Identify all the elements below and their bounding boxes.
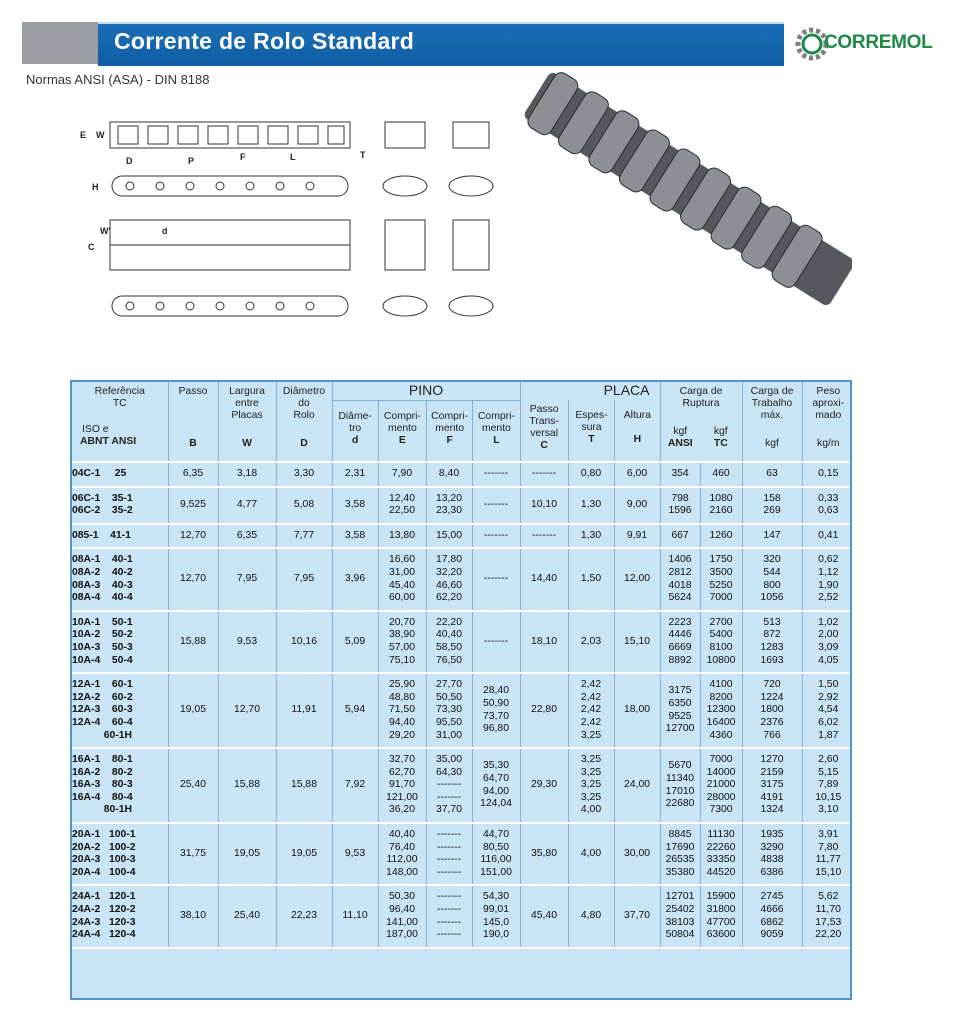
cell-l: ------- [472, 548, 520, 610]
cell-ansi: 667 [660, 524, 700, 549]
reference-cell: 24A-1 120-1 24A-2 120-2 24A-3 120-3 24A-4 120-4 [72, 885, 168, 947]
cell-d: 3,58 [332, 487, 378, 524]
cell-peso: 0,15 [802, 462, 852, 487]
cell-h: 9,91 [614, 524, 660, 549]
cell-d: 9,53 [332, 823, 378, 885]
col-group-placa: PLACA Passo Trans- versal C Espes- sura T Altura H [520, 382, 660, 462]
cell-peso: 0,33 0,63 [802, 487, 852, 524]
cell-d: 3,58 [332, 524, 378, 549]
cell-c: ------- [520, 462, 568, 487]
dim-label-e: E [80, 130, 87, 140]
reference-cell: 16A-1 80-1 16A-2 80-2 16A-3 80-3 16A-4 80-4 80-1H [72, 748, 168, 823]
cell-t: 1,50 [568, 548, 614, 610]
cell-dd: 11,91 [276, 673, 332, 748]
chain-technical-drawing [70, 110, 510, 340]
cell-l: 35,30 64,70 94,00 124,04 [472, 748, 520, 823]
cell-w: 6,35 [218, 524, 276, 549]
cell-dd: 19,05 [276, 823, 332, 885]
cell-l: ------- [472, 524, 520, 549]
cell-f: ------- ------- ------- ------- [426, 885, 472, 947]
cell-tc: 15900 31800 47700 63600 [700, 885, 742, 947]
cell-trab: 320 544 800 1056 [742, 548, 802, 610]
cell-ansi: 354 [660, 462, 700, 487]
cell-t: 3,25 3,25 3,25 3,25 4,00 [568, 748, 614, 823]
cell-trab: 1270 2159 3175 4191 1324 [742, 748, 802, 823]
cell-peso: 2,60 5,15 7,89 10,15 3,10 [802, 748, 852, 823]
cell-peso: 1,50 2,92 4,54 6,02 1,87 [802, 673, 852, 748]
cell-ansi: 2223 4446 6669 8892 [660, 611, 700, 673]
cell-f: 17,80 32,20 46,60 62,20 [426, 548, 472, 610]
cell-c: 22,80 [520, 673, 568, 748]
cell-trab: 147 [742, 524, 802, 549]
cell-tc: 2700 5400 8100 10800 [700, 611, 742, 673]
cell-e: 20,70 38,90 57,00 75,10 [378, 611, 426, 673]
cell-t: 4,00 [568, 823, 614, 885]
reference-cell: 085-1 41-1 [72, 524, 168, 549]
cell-c: 18,10 [520, 611, 568, 673]
cell-f: 35,00 64,30 ------- ------- 37,70 [426, 748, 472, 823]
cell-tc: 1080 2160 [700, 487, 742, 524]
cell-c: ------- [520, 524, 568, 549]
cell-b: 6,35 [168, 462, 218, 487]
cell-dd: 3,30 [276, 462, 332, 487]
cell-d: 2,31 [332, 462, 378, 487]
cell-trab: 158 269 [742, 487, 802, 524]
cell-c: 29,30 [520, 748, 568, 823]
cell-e: 50,30 96,40 141,00 187,00 [378, 885, 426, 947]
cell-d: 5,09 [332, 611, 378, 673]
cell-dd: 10,16 [276, 611, 332, 673]
cell-e: 40,40 76,40 112,00 148,00 [378, 823, 426, 885]
cell-l: 54,30 99,01 145,0 190,0 [472, 885, 520, 947]
cell-w: 4,77 [218, 487, 276, 524]
table-row [72, 673, 852, 748]
cell-dd: 22,23 [276, 885, 332, 947]
page-title: Corrente de Rolo Standard [114, 28, 415, 54]
cell-b: 31,75 [168, 823, 218, 885]
cell-l: ------- [472, 611, 520, 673]
header-grey-block [22, 22, 98, 64]
cell-f: 15,00 [426, 524, 472, 549]
cell-peso: 5,62 11,70 17,53 22,20 [802, 885, 852, 947]
dim-label-w-prime: W' [100, 226, 111, 236]
cell-tc: 7000 14000 21000 28000 7300 [700, 748, 742, 823]
cell-trab: 1935 3290 4838 6386 [742, 823, 802, 885]
dim-label-l: L [290, 152, 296, 162]
cell-b: 38,10 [168, 885, 218, 947]
cell-b: 25,40 [168, 748, 218, 823]
col-peso: Peso aproxi- mado kg/m [812, 386, 845, 449]
cell-t: 2,42 2,42 2,42 2,42 3,25 [568, 673, 614, 748]
cell-l: ------- [472, 487, 520, 524]
reference-cell: 12A-1 60-1 12A-2 60-2 12A-3 60-3 12A-4 60-4 60-1H [72, 673, 168, 748]
cell-f: 22,20 40,40 58,50 76,50 [426, 611, 472, 673]
table-row [72, 823, 852, 885]
table-row [72, 611, 852, 673]
cell-h: 9,00 [614, 487, 660, 524]
cell-b: 12,70 [168, 524, 218, 549]
cell-e: 25,90 48,80 71,50 94,40 29,20 [378, 673, 426, 748]
table-row [72, 548, 852, 610]
cell-w: 7,95 [218, 548, 276, 610]
chain-spec-table [70, 380, 852, 1000]
cell-b: 12,70 [168, 548, 218, 610]
cell-d: 11,10 [332, 885, 378, 947]
cell-h: 37,70 [614, 885, 660, 947]
cell-d: 7,92 [332, 748, 378, 823]
cell-b: 9,525 [168, 487, 218, 524]
dim-label-d: D [126, 156, 133, 166]
dim-label-f: F [240, 152, 246, 162]
cell-h: 15,10 [614, 611, 660, 673]
cell-t: 2,03 [568, 611, 614, 673]
cell-t: 4,80 [568, 885, 614, 947]
cell-l: 28,40 50,90 73,70 96,80 [472, 673, 520, 748]
col-passo: Passo B [168, 382, 218, 462]
cell-dd: 5,08 [276, 487, 332, 524]
cell-l: ------- [472, 462, 520, 487]
table-row [72, 748, 852, 823]
table-row [72, 487, 852, 524]
cell-l: 44,70 80,50 116,00 151,00 [472, 823, 520, 885]
table-row [72, 524, 852, 549]
reference-cell: 08A-1 40-1 08A-2 40-2 08A-3 40-3 08A-4 40-4 [72, 548, 168, 610]
cell-w: 19,05 [218, 823, 276, 885]
cell-f: 27,70 50,50 73,30 95,50 31,00 [426, 673, 472, 748]
cell-f: 8,40 [426, 462, 472, 487]
reference-cell: 04C-1 25 [72, 462, 168, 487]
cell-w: 15,88 [218, 748, 276, 823]
dim-label-w: W [96, 130, 105, 140]
cell-f: ------- ------- ------- ------- [426, 823, 472, 885]
norms-text: Normas ANSI (ASA) - DIN 8188 [26, 72, 210, 87]
table-row [72, 885, 852, 947]
cell-ansi: 3175 6350 9525 12700 [660, 673, 700, 748]
cell-h: 6,00 [614, 462, 660, 487]
dim-label-c: C [88, 242, 95, 252]
chain-photo [512, 62, 852, 307]
col-largura: Largura entre Placas W [218, 382, 276, 462]
cell-e: 7,90 [378, 462, 426, 487]
col-group-carga-ruptura: Carga de Ruptura kgf ANSI kgf TC [660, 382, 742, 462]
dim-label-d-small: d [162, 226, 168, 236]
col-referencia: Referência TC ISO e ABNT ANSI [72, 382, 168, 462]
cell-f: 13,20 23,30 [426, 487, 472, 524]
cell-ansi: 12701 25402 38103 50804 [660, 885, 700, 947]
cell-peso: 1,02 2,00 3,09 4,05 [802, 611, 852, 673]
cell-peso: 3,91 7,80 11,77 15,10 [802, 823, 852, 885]
cell-c: 14,40 [520, 548, 568, 610]
cell-c: 35,80 [520, 823, 568, 885]
cell-t: 0,80 [568, 462, 614, 487]
cell-h: 12,00 [614, 548, 660, 610]
cell-ansi: 1406 2812 4018 5624 [660, 548, 700, 610]
reference-cell: 10A-1 50-1 10A-2 50-2 10A-3 50-3 10A-4 50-4 [72, 611, 168, 673]
cell-dd: 15,88 [276, 748, 332, 823]
cell-h: 18,00 [614, 673, 660, 748]
cell-e: 12,40 22,50 [378, 487, 426, 524]
cell-d: 5,94 [332, 673, 378, 748]
cell-ansi: 5670 11340 17010 22680 [660, 748, 700, 823]
cell-e: 13,80 [378, 524, 426, 549]
cell-e: 32,70 62,70 91,70 121,00 36,20 [378, 748, 426, 823]
table-row [72, 462, 852, 487]
cell-h: 24,00 [614, 748, 660, 823]
cell-trab: 720 1224 1800 2376 766 [742, 673, 802, 748]
cell-ansi: 8845 17690 26535 35380 [660, 823, 700, 885]
col-diametro-rolo: Diâmetro do Rolo D [276, 382, 332, 462]
cell-trab: 63 [742, 462, 802, 487]
dim-label-t: T [360, 150, 366, 160]
cell-peso: 0,62 1,12 1,90 2,52 [802, 548, 852, 610]
cell-tc: 1750 3500 5250 7000 [700, 548, 742, 610]
cell-w: 9,53 [218, 611, 276, 673]
cell-e: 16,60 31,00 45,40 60,00 [378, 548, 426, 610]
dim-label-p: P [188, 156, 195, 166]
cell-w: 25,40 [218, 885, 276, 947]
cell-b: 19,05 [168, 673, 218, 748]
cell-h: 30,00 [614, 823, 660, 885]
cell-c: 45,40 [520, 885, 568, 947]
cell-trab: 2745 4666 6862 9059 [742, 885, 802, 947]
cell-tc: 1260 [700, 524, 742, 549]
reference-cell: 20A-1 100-1 20A-2 100-2 20A-3 100-3 20A-4 100-4 [72, 823, 168, 885]
col-carga-trabalho: Carga de Trabalho máx. kgf [742, 382, 802, 462]
col-group-pino: PINO Diâme- tro d Compri- mento E Compri- mento F Compri- mento L [332, 382, 520, 462]
cell-d: 3,96 [332, 548, 378, 610]
cell-dd: 7,95 [276, 548, 332, 610]
cell-peso: 0,41 [802, 524, 852, 549]
cell-trab: 513 872 1283 1693 [742, 611, 802, 673]
brand-logo: CORREMOL [824, 32, 933, 53]
cell-tc: 11130 22260 33350 44520 [700, 823, 742, 885]
cell-t: 1,30 [568, 487, 614, 524]
cell-b: 15,88 [168, 611, 218, 673]
cell-tc: 460 [700, 462, 742, 487]
cell-c: 10,10 [520, 487, 568, 524]
reference-cell: 06C-1 35-1 06C-2 35-2 [72, 487, 168, 524]
cell-w: 12,70 [218, 673, 276, 748]
cell-w: 3,18 [218, 462, 276, 487]
cell-ansi: 798 1596 [660, 487, 700, 524]
cell-dd: 7,77 [276, 524, 332, 549]
cell-t: 1,30 [568, 524, 614, 549]
dim-label-h: H [92, 182, 99, 192]
cell-tc: 4100 8200 12300 16400 4360 [700, 673, 742, 748]
